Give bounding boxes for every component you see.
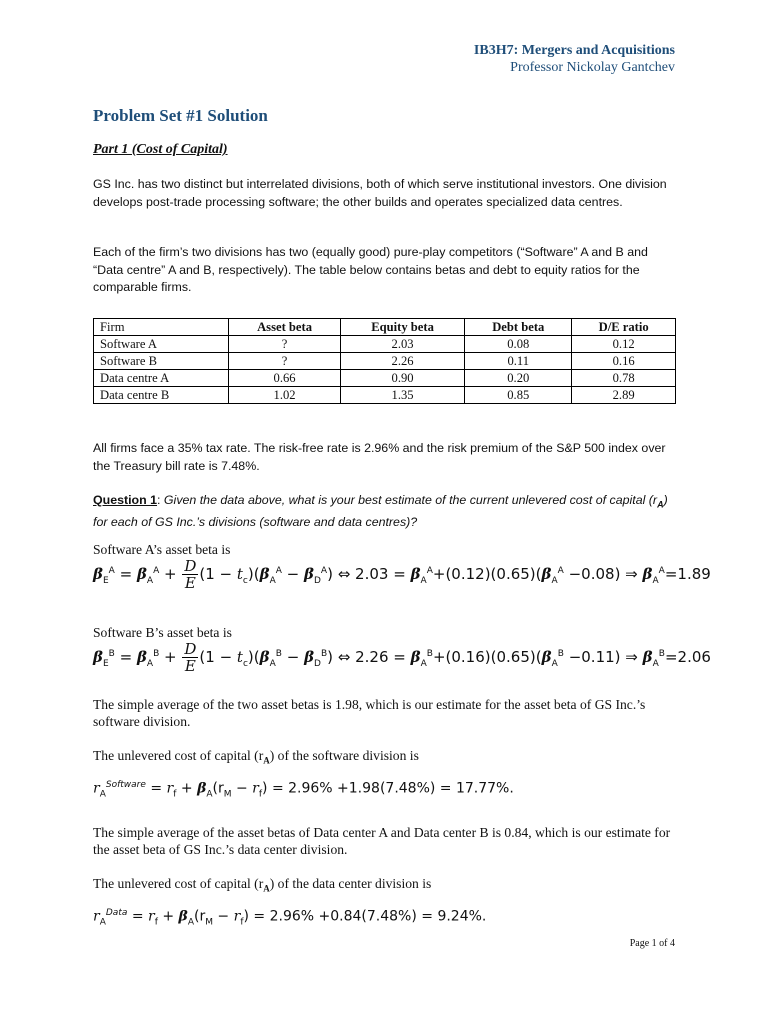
table-cell: 0.12 — [572, 336, 676, 353]
document-title: Problem Set #1 Solution — [93, 106, 268, 125]
table-cell: 2.03 — [340, 336, 464, 353]
software-b-equation: $\beta_E^B = \beta_A^B$ + $\frac{D}{E}$ $(1 - t_c)(\beta_A^B - \beta_D^B)$ ⇔ $2.26 = \beta_A^B+(0.16)(0.65)(\beta_A^B -0.11)$ ⇒ $\beta_A^B=2.06$ — [93, 640, 711, 675]
table-cell: 0.90 — [340, 370, 464, 387]
question-text: Given the data above, what is your best estimate of the current unlevered cost of capital $(r_A)$ for each of GS Inc.’s divisions (software and data centres)? — [93, 493, 668, 530]
data-ra-label: The unlevered cost of capital $(r_A)$ of the data center division is — [93, 876, 432, 894]
table-cell: 2.26 — [340, 353, 464, 370]
data-ra-equation: $r_A^{Data} = r_f + \beta_A(r_M - r_f) = 2.96\% +0.84(7.48\%) = 9.24\%$. — [93, 908, 487, 928]
table-header-row — [94, 319, 676, 336]
page-header — [474, 42, 675, 76]
question-1: Question 1: Given the data above, what is your best estimate of the current unlevered cost of capital $(r_A)$ for each of GS Inc.’s divisions (software and data centres)? — [93, 493, 668, 530]
rates-paragraph: All firms face a 35% tax rate. The risk-free rate is 2.96% and the risk premium of the S&P 500 index over the Treasury bill rate is 7.48%. — [93, 441, 666, 473]
table-header-cell: Equity beta — [340, 319, 464, 336]
table-row — [94, 353, 676, 370]
table-header-cell: D/E ratio — [572, 319, 676, 336]
table-row — [94, 336, 676, 353]
table-row — [94, 387, 676, 404]
table-header-cell: Asset beta — [229, 319, 341, 336]
table-cell: Software A — [94, 336, 229, 353]
table-cell: ? — [229, 353, 341, 370]
software-ra-label: The unlevered cost of capital $(r_A)$ of the software division is — [93, 748, 419, 766]
part-heading: Part 1 (Cost of Capital) — [93, 142, 228, 157]
software-ra-equation: $r_A^{Software} = r_f + \beta_A(r_M - r_f) = 2.96\% +1.98(7.48\%) = 17.77\%$. — [93, 780, 514, 800]
table-cell: 2.89 — [572, 387, 676, 404]
table-cell: Data centre B — [94, 387, 229, 404]
table-cell: 0.08 — [465, 336, 572, 353]
intro-paragraph-1: GS Inc. has two distinct but interrelated divisions, both of which serve institutional investors. One division develops post-trade processing software; the other builds and operates specialized data centres. — [93, 177, 667, 209]
software-b-label: Software B’s asset beta is — [93, 625, 232, 640]
software-a-equation: $\beta_E^A = \beta_A^A$ + $\frac{D}{E}$ $(1 - t_c)(\beta_A^A - \beta_D^A)$ ⇔ $2.03 = \beta_A^A+(0.12)(0.65)(\beta_A^A -0.08)$ ⇒ $\beta_A^A=1.89$ — [93, 557, 711, 592]
professor-name: Professor Nickolay Gantchev — [510, 60, 675, 75]
software-a-label: Software A’s asset beta is — [93, 542, 231, 557]
table-header-cell: Debt beta — [465, 319, 572, 336]
data-average-paragraph: The simple average of the asset betas of Data center A and Data center B is 0.84, which is our estimate for the asset beta of GS Inc.’s data center division. — [93, 825, 671, 857]
table-cell: 1.35 — [340, 387, 464, 404]
table-cell: Data centre A — [94, 370, 229, 387]
comparables-table — [93, 318, 676, 404]
page-number: Page 1 of 4 — [629, 938, 675, 949]
table-cell: Software B — [94, 353, 229, 370]
table-cell: 0.85 — [465, 387, 572, 404]
software-average-paragraph: The simple average of the two asset betas is 1.98, which is our estimate for the asset beta of GS Inc.’s software division. — [93, 697, 646, 729]
course-title: IB3H7: Mergers and Acquisitions — [473, 43, 675, 58]
table-header-cell: Firm — [94, 319, 229, 336]
table-cell: 0.16 — [572, 353, 676, 370]
table-row — [94, 370, 676, 387]
table-cell: ? — [229, 336, 341, 353]
table-cell: 0.11 — [465, 353, 572, 370]
table-cell: 0.20 — [465, 370, 572, 387]
table-cell: 0.78 — [572, 370, 676, 387]
intro-paragraph-2: Each of the firm’s two divisions has two (equally good) pure-play competitors (“Software” A and B and “Data centre” A and B, respectively). The table below contains betas and debt to equity ratios for the comparable firms. — [93, 245, 648, 295]
table-cell: 1.02 — [229, 387, 341, 404]
table-cell: 0.66 — [229, 370, 341, 387]
question-label: Question 1 — [93, 493, 158, 507]
